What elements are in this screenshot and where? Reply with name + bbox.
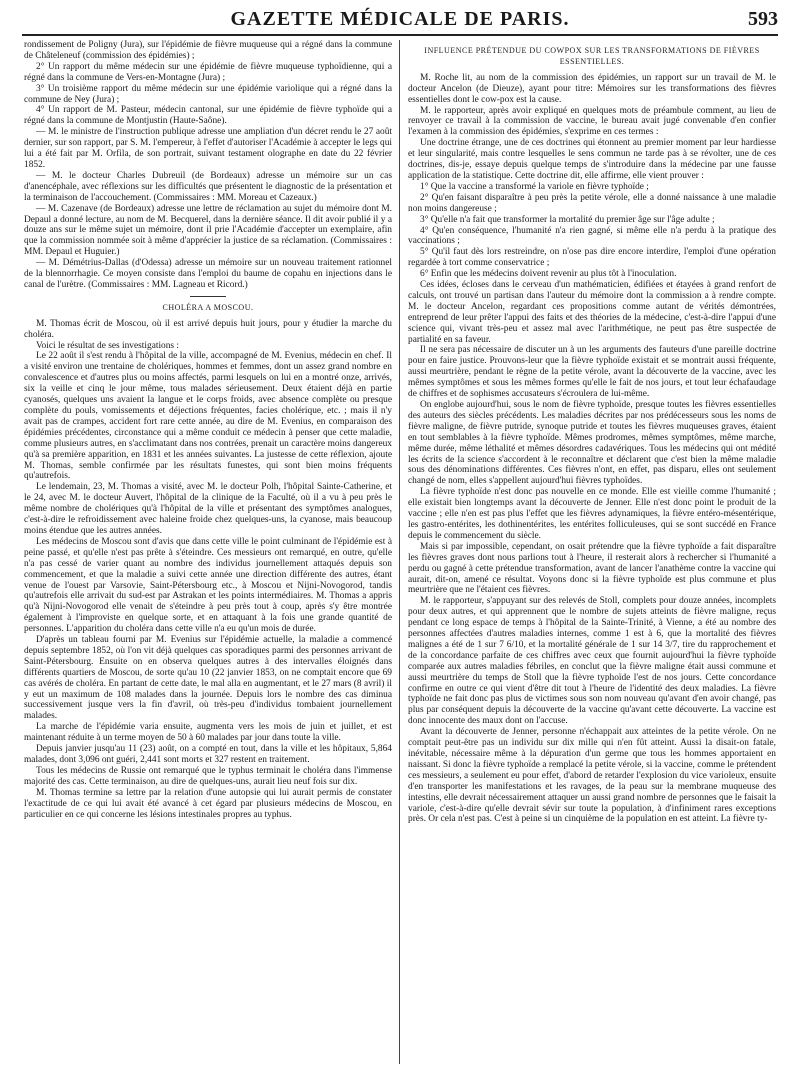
paragraph: 4° Qu'en conséquence, l'humanité n'a rien gagné, si même elle n'a perdu à la pratique des vaccinations ; bbox=[408, 225, 776, 247]
paragraph: Les médecins de Moscou sont d'avis que dans cette ville le point culminant de l'épidémie est à peine passé, et qu'elle n'est pas prête à s'éteindre. Ces messieurs ont remarqué, en outre, qu'elle n'a pas cessé de varier quant au nombre des individus journellement attaqués depuis son commencement, et que la maladie a suivi cette année une direction différente des autres, étant venue de l'ouest par Varsovie, Saint-Pétersbourg etc., à Moscou et Nijni-Novogorod, tandis qu'autrefois elle arrivait du sud-est par Astrakan et les points intermédiaires. M. Thomas a appris qu'à Nijni-Novogorod elle venait de s'éteindre à peu près tout à coup, après s'y être montrée également à l'improviste en quelque sorte, et en attaquant à la fois une grande quantité de personnes. L'apparition du choléra dans cette ville n'a eu qu'un mois de durée. bbox=[24, 536, 392, 635]
paragraph: Le 22 août il s'est rendu à l'hôpital de la ville, accompagné de M. Evenius, médecin en chef. Il a visité environ une trentaine de cholériques, hommes et femmes, dont un assez grand nombre en convalescence et d'autres plus ou moins affectés, parmi lesquels on lui en a montré onze, arrivés, six la veille et cinq le jour même, tous malades sérieusement. Deux étaient déjà en partie cyanosés, quelques uns avaient la langue et le corps froids, avec absence complète ou presque complète du pouls, vomissements et déjections fréquentes, facies cholérique, etc. ; mais il n'y avait pas de crampes, accident fort rare cette année, au dire de M. Evenius, en comparaison des épidémies précédentes, circonstance qui a même conduit ce médecin à penser que cette maladie, comme plusieurs autres, en s'acclimatant dans nos contrées, prenait un caractère moins dangereux qu'à sa première apparition, en 1831 et les années suivantes. La justesse de cette réflexion, ajoute M. Thomas, semble confirmée par les résultats funestes, qui sont bien moins fréquents qu'autrefois. bbox=[24, 351, 392, 482]
paragraph: — M. le docteur Charles Dubreuil (de Bordeaux) adresse un mémoire sur un cas d'anencéphale, avec réflexions sur les difficultés que présentent le diagnostic de la présentation et la terminaison de l'accouchement. (Commissaires : MM. Moreau et Cazeaux.) bbox=[24, 170, 392, 203]
page-header bbox=[22, 6, 778, 36]
paragraph: M. le rapporteur, après avoir expliqué en quelques mots de préambule comment, au lieu de renvoyer ce travail à la commission de vaccine, le bureau avait jugé convenable d'en confier l'examen à la commission des épidémies, s'exprime en ces termes : bbox=[408, 105, 776, 138]
paragraph: On englobe aujourd'hui, sous le nom de fièvre typhoïde, presque toutes les fièvres essentielles des auteurs des siècles précédents. Les maladies décrites par nos prédécesseurs sous les noms de fièvre maligne, de fièvre putride, synoque putride et toutes les fièvres muqueuses graves, étaient en tout semblables à la fièvre typhoïde. Mêmes prodromes, mêmes symptômes, même marche, même durée, même léthalité et mêmes désordres cadavériques. Tous les médecins qui ont médité les écrits de la science s'accordent à le reconnaître et déclarent que c'est bien la même maladie sous des dénominations différentes. Ces fièvres n'ont, en effet, pas disparu, elles ont seulement changé de nom, elles s'appellent aujourd'hui fièvres typhoïdes. bbox=[408, 400, 776, 487]
paragraph: 3° Qu'elle n'a fait que transformer la mortalité du premier âge sur l'âge adulte ; bbox=[420, 214, 715, 225]
page-number: 593 bbox=[748, 8, 778, 30]
paragraph: Tous les médecins de Russie ont remarqué que le typhus terminait le choléra dans l'immense majorité des cas. Cette terminaison, au dire de quelques-uns, aurait lieu neuf fois sur dix. bbox=[24, 765, 392, 787]
paragraph: 2° Un rapport du même médecin sur une épidémie de fièvre muqueuse typhoïdienne, qui a régné dans la commune de Vers-en-Montagne (Jura) ; bbox=[24, 61, 392, 83]
paragraph: Le lendemain, 23, M. Thomas a visité, avec M. le docteur Polh, l'hôpital Sainte-Catherine, et le 24, avec M. le docteur Auvert, l'hôpital de la clinique de la Faculté, où il a vu à peu près le même nombre de cholériques qu'à l'hôpital de la ville et présentant des symptômes analogues, c'est-à-dire le refroidissement avec haleine froide chez quelques-uns, la cyanose, mais beaucoup moins étendue que les autres années. bbox=[24, 482, 392, 536]
paragraph: — M. Démétrius-Dallas (d'Odessa) adresse un mémoire sur un nouveau traitement rationnel de la blennorrhagie. Ce moyen consiste dans l'emploi du baume de copahu en injections dans le canal de l'urètre. (Commissaires : MM. Lagneau et Ricord.) bbox=[24, 258, 392, 290]
paragraph: M. le rapporteur, s'appuyant sur des relevés de Stoll, complets pour douze années, incomplets pour deux autres, et qui apprennent que le nombre de sujets atteints de fièvre maligne, reçus pendant ce long espace de temps à l'hôpital de la Sainte-Trinité, à Vienne, a été au nombre des personnes affectées d'autres maladies internes, comme 1 est à 6, que la mortalité des fièvres malignes a été de 1 sur 7 6/10, et la mortalité générale de 1 sur 14 3/7, tire du rapprochement et de la concordance parfaite de ces chiffres avec ceux que fournit aujourd'hui la fièvre typhoïde comparée aux autres maladies fébriles, en conclut que la fièvre maligne était aussi commune et aussi meurtrière du temps de Stoll que la fièvre typhoïde l'est de nos jours. Cette concordance confirme en outre ce qui vient d'être dit tout à l'heure de l'identité des deux maladies. La fièvre typhoïde ne fait donc pas plus de victimes sous son nom nouveau qu'avant d'en avoir changé, pas plus par conséquent depuis la découverte de la vaccine qu'avant cette découverte. La vaccine est donc innocente des maux dont on l'accuse. bbox=[408, 596, 776, 727]
section-heading: CHOLÉRA A MOSCOU. bbox=[162, 302, 254, 312]
right-column bbox=[408, 40, 776, 1066]
paragraph: Avant la découverte de Jenner, personne n'échappait aux atteintes de la petite vérole. On ne comptait peut-être pas un individu sur dix mille qui n'en fût atteint. Aussi la disait-on fatale, inévitable, nécessaire même à la dépuration d'un germe que tous les hommes apportaient en naissant. Si donc la fièvre typhoïde a remplacé la petite vérole, si la vaccine, comme le prétendent ces messieurs, a seulement eu pour effet, d'abord de retarder l'explosion du vice varioleux, ensuite d'en transporter les manifestations et les ravages, de la peau sur la membrane muqueuse des intestins, elle devrait nécessairement attaquer un aussi grand nombre de personnes que le faisait la variole, c'est-à-dire qu'elle devrait sévir sur toute la population, à d'infiniment rares exceptions près. Or cela n'est pas. C'est à peine si un cinquième de la population en est atteint. La fièvre ty- bbox=[408, 727, 776, 825]
left-column bbox=[24, 40, 392, 1066]
paragraph: 2° Qu'en faisant disparaître à peu près la petite vérole, elle a donné naissance à une maladie non moins dangereuse ; bbox=[408, 192, 776, 214]
section-heading: INFLUENCE PRÉTENDUE DU COWPOX SUR LES TRANSFORMATIONS DE FIÈVRES ESSENTIELLES. bbox=[424, 46, 760, 66]
paragraph: — M. le ministre de l'instruction publique adresse une ampliation d'un décret rendu le 27 août dernier, sur son rapport, par S. M. l'empereur, à l'effet d'autoriser l'Académie à accepter le legs qui lui a été fait par M. Orfila, de son portrait, suivant testament olographe en date du 22 février 1852. bbox=[24, 127, 392, 170]
paragraph: 1° Que la vaccine a transformé la variole en fièvre typhoïde ; bbox=[420, 181, 649, 192]
paragraph: M. Roche lit, au nom de la commission des épidémies, un rapport sur un travail de M. le docteur Ancelon (de Dieuze), ayant pour titre: Mémoires sur les transformations des fièvres essentielles dont le cow-pox est la cause. bbox=[408, 72, 776, 105]
paragraph: Mais si par impossible, cependant, on osait prétendre que la fièvre typhoïde a fait disparaître les fièvres graves dont nous parlions tout à l'heure, il resterait alors à rechercher si l'humanité a perdu ou gagné à cette prétendue transformation, avant de lancer l'anathème contre la vaccine qui aurait, dit-on, amené ce résultat. Voyons donc si la fièvre typhoïde est plus commune et plus meurtrière que ne l'étaient ces fièvres. bbox=[408, 541, 776, 596]
paragraph: — M. Cazenave (de Bordeaux) adresse une lettre de réclamation au sujet du mémoire dont M. Depaul a donné lecture, au nom de M. Becquerel, dans la dernière séance. Il dit avoir publié il y a douze ans sur le même sujet un mémoire, dont il prie l'Académie d'accepter un exemplaire, afin que la commission nommée soit à même d'apprécier la justice de sa réclamation. (Commissaires : MM. Depaul et Huguier.) bbox=[24, 203, 392, 258]
paragraph: rondissement de Poligny (Jura), sur l'épidémie de fièvre muqueuse qui a régné dans la commune de Châteleneuf (commission des épidémies) ; bbox=[24, 40, 392, 61]
paragraph: 6° Enfin que les médecins doivent revenir au plus tôt à l'inoculation. bbox=[420, 269, 677, 280]
paragraph: La marche de l'épidémie varia ensuite, augmenta vers les mois de juin et juillet, et est maintenant réduite à un terme moyen de 50 à 60 malades par jour dans toute la ville. bbox=[24, 722, 392, 744]
paragraph: Une doctrine étrange, une de ces doctrines qui étonnent au premier moment par leur hardiesse et leur singularité, mais contre lesquelles le sens commun ne tarde pas à se révolter, une de ces doctrines, dis-je, essaye depuis quelque temps de s'introduire dans la médecine par une fausse application de la statistique. Cette doctrine dit, elle affirme, elle vient prouver : bbox=[408, 138, 776, 181]
paragraph: 3° Un troisième rapport du même médecin sur une épidémie variolique qui a régné dans la commune de Ney (Jura) ; bbox=[24, 83, 392, 105]
paragraph: Ces idées, écloses dans le cerveau d'un mathématicien, édifiées et étayées à grand renfort de calculs, ont trouvé un partisan dans l'auteur du mémoire dont la commission a à rendre compte. M. le docteur Ancelon, regardant ces propositions comme autant de vérités démontrées, entreprend de leur prêter l'appui des faits et des théories de la médecine, c'est-à-dire l'appui d'une science qui, vivant très-peu et assez mal avec l'arithmétique, ne peut pas être suspectée de partialité en sa faveur. bbox=[408, 280, 776, 345]
paragraph: 4° Un rapport de M. Pasteur, médecin cantonal, sur une épidémie de fièvre typhoïde qui a régné dans la commune de Montjustin (Haute-Saône). bbox=[24, 105, 392, 127]
column-divider bbox=[399, 40, 400, 1064]
paragraph: Il ne sera pas nécessaire de discuter un à un les arguments des fauteurs d'une pareille doctrine pour en faire justice. Prouvons-leur que la fièvre typhoïde existait et se montrait aussi fréquente, aussi meurtrière, pendant le règne de la petite vérole, avant la découverte de la vaccine, avec les mêmes symptômes et sous les mêmes formes qu'elle le fait de nos jours, et tout leur échafaudage de chiffres et de sophismes accusateurs s'écroulera de lui-même. bbox=[408, 345, 776, 400]
paragraph: D'après un tableau fourni par M. Evenius sur l'épidémie actuelle, la maladie a commencé depuis septembre 1852, où l'on vit déjà quelques cas sporadiques parmi des personnes arrivant de Saint-Pétersbourg. Ensuite on en observa quelques autres à des intervalles éloignés dans différents quartiers de Moscou, de sorte qu'au 10 (22 janvier 1853, on ne comptait encore que 69 cas avérés de choléra. En partant de cette date, le mal alla en augmentant, et le 27 mars (8 avril) il y eut un maximum de 108 malades dans la journée. Depuis lors le nombre des cas diminua successivement jusque vers la fin d'avril, où très-peu d'individus tombaient journellement malades. bbox=[24, 635, 392, 722]
paragraph: La fièvre typhoïde n'est donc pas nouvelle en ce monde. Elle est vieille comme l'humanité ; elle existait bien longtemps avant la découverte de Jenner. Elle n'est donc point le produit de la vaccine ; elle n'en est pas plus l'effet que les fièvres adynamiques, la fièvre entéro-mésentérique, les gastro-entérites, les dothinentérites, les entérites folliculeuses, qui se sont succédé en France depuis le commencement du siècle. bbox=[408, 487, 776, 541]
paragraph: M. Thomas termine sa lettre par la relation d'une autopsie qui lui aurait permis de constater l'exactitude de ce qui lui avait été avancé à cet égard par plusieurs médecins de Moscou, en particulier en ce qui concerne les lésions intestinales propres au typhus. bbox=[24, 787, 392, 820]
paragraph: Depuis janvier jusqu'au 11 (23) août, on a compté en tout, dans la ville et les hôpitaux, 5,864 malades, dont 3,096 ont guéri, 2,441 sont morts et 327 restent en traitement. bbox=[24, 744, 392, 765]
paragraph: Voici le résultat de ses investigations : bbox=[36, 340, 180, 351]
paragraph: M. Thomas écrit de Moscou, où il est arrivé depuis huit jours, pour y étudier la marche du choléra. bbox=[24, 318, 392, 340]
section-rule bbox=[190, 296, 226, 297]
paragraph: 5° Qu'il faut dès lors restreindre, on n'ose pas dire encore interdire, l'emploi d'une opération regardée à tort comme conservatrice ; bbox=[408, 247, 776, 269]
journal-title: GAZETTE MÉDICALE DE PARIS. bbox=[230, 8, 570, 30]
